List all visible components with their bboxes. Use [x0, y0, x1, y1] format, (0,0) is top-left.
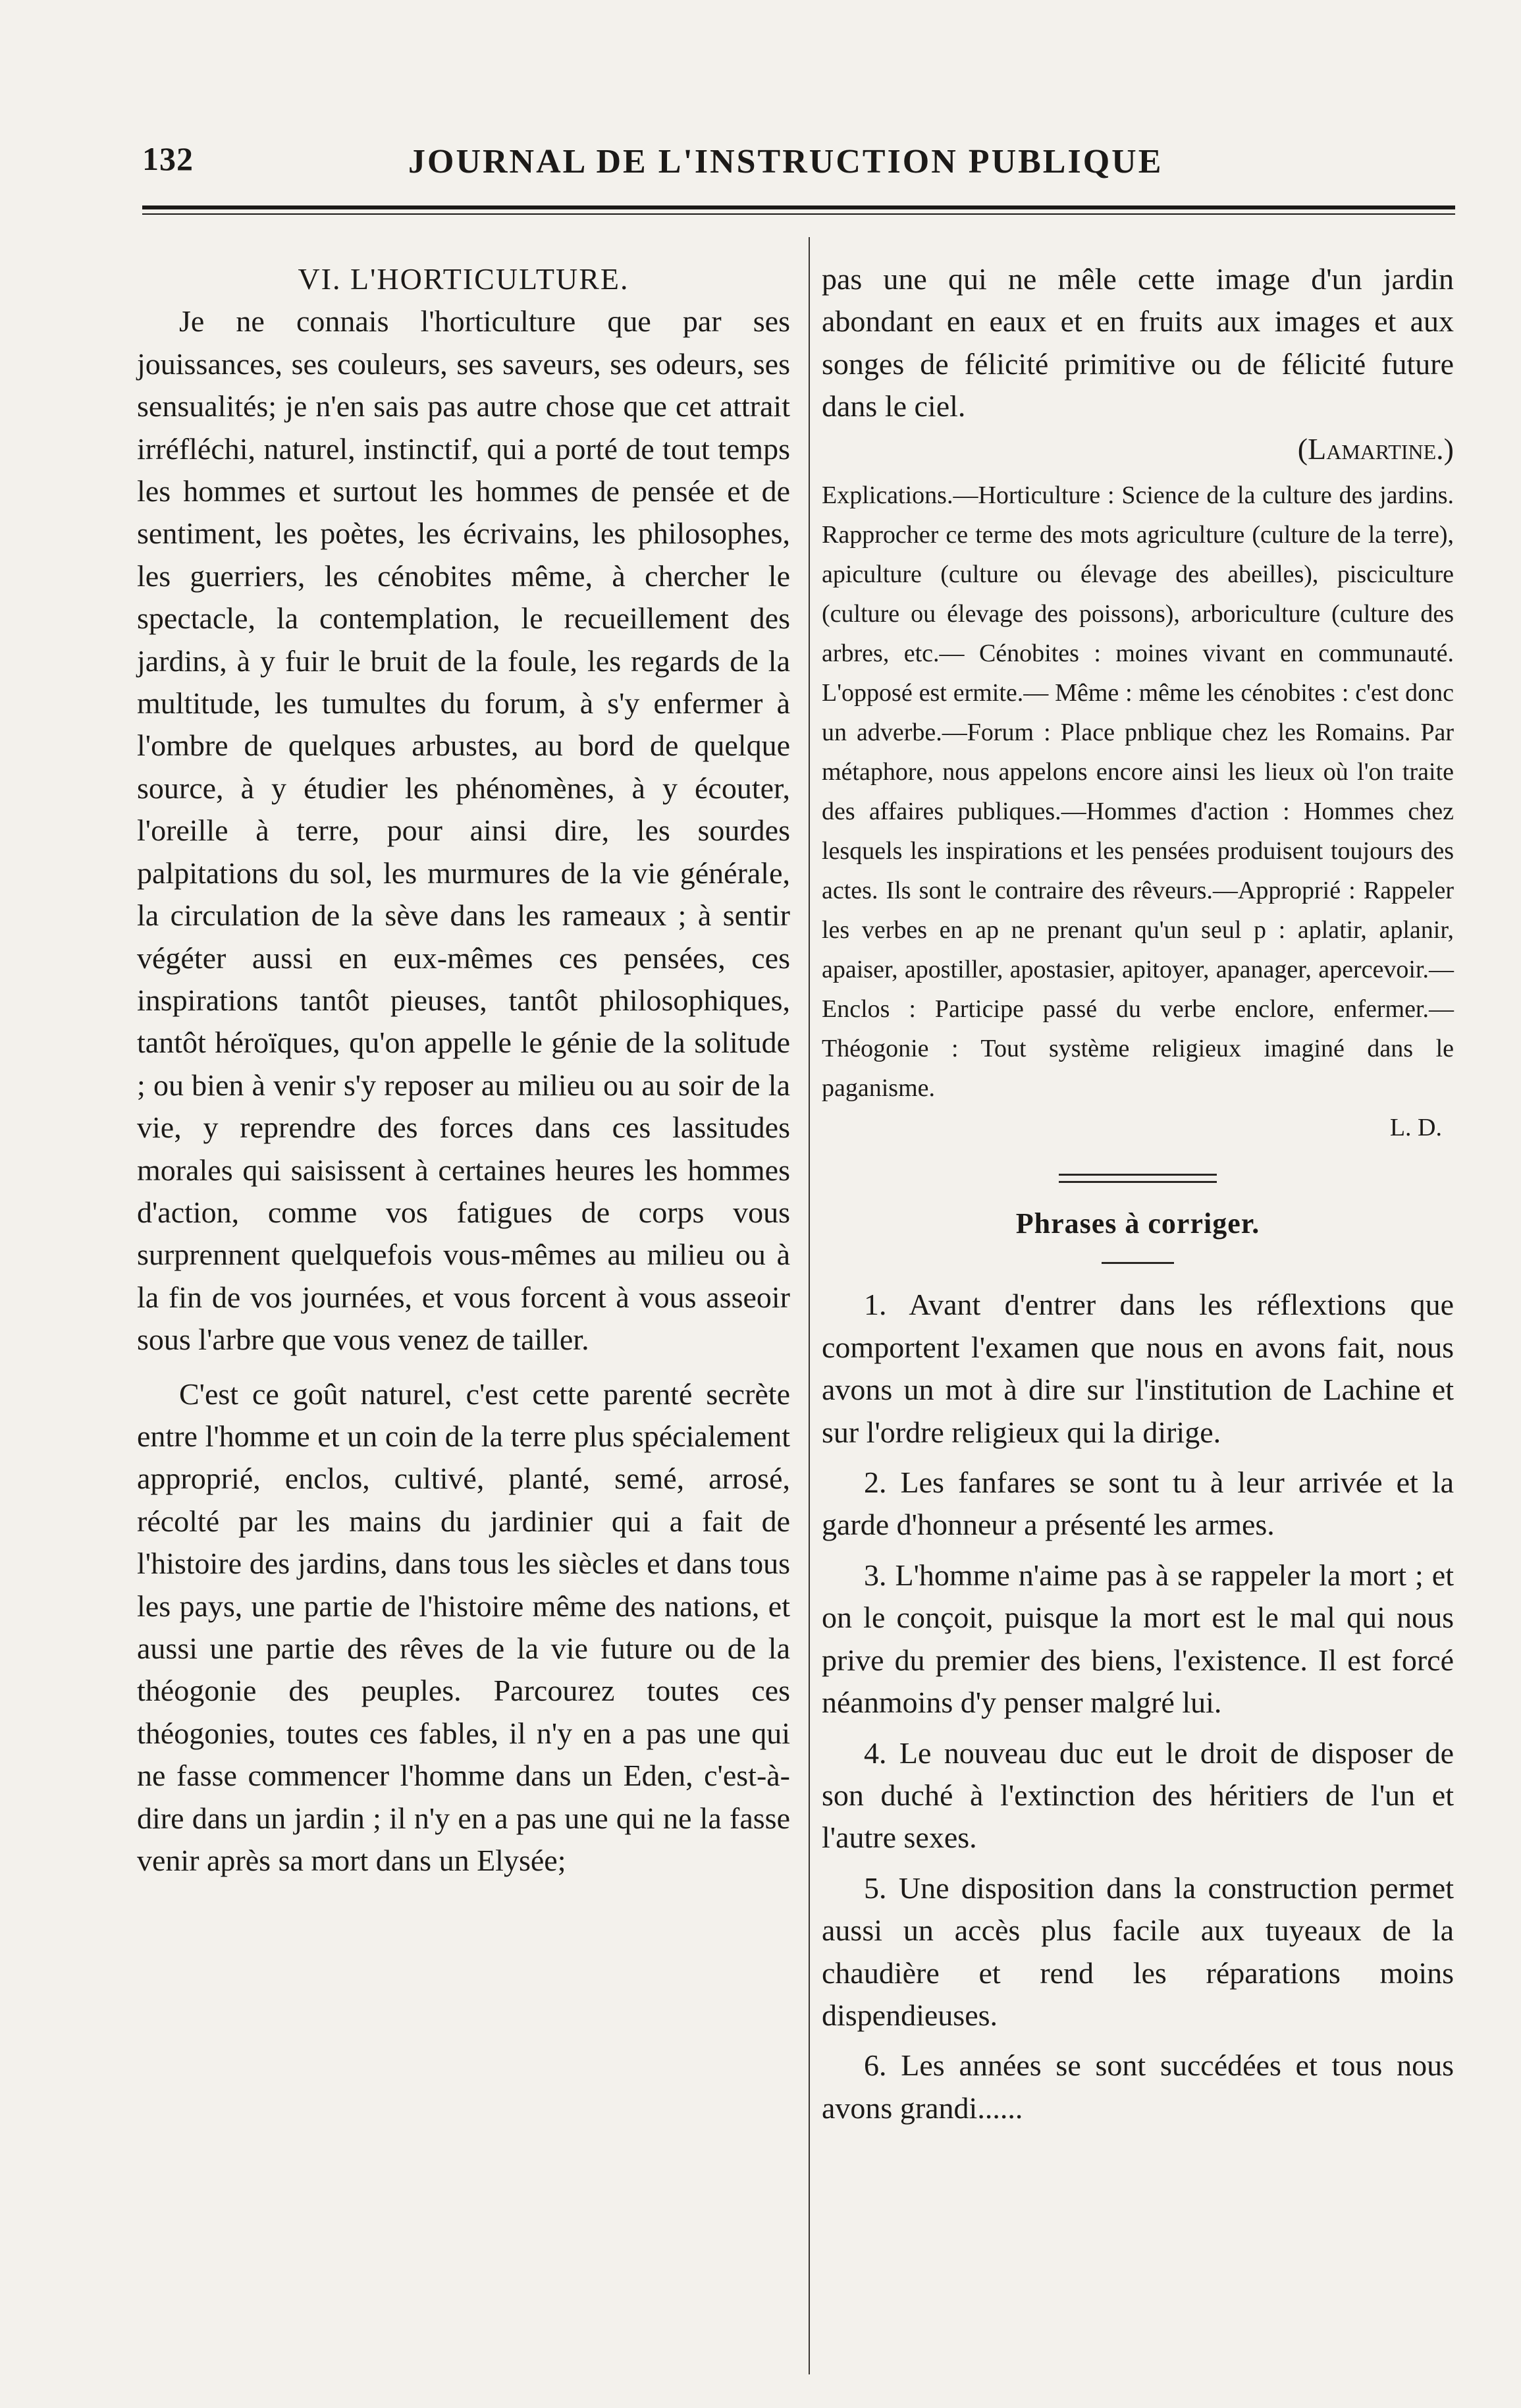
header-rule-thick [142, 205, 1455, 209]
exercise-heading: Phrases à corriger. [1015, 1207, 1260, 1240]
explications-note: Explications.—Horticulture : Science de la culture des jardins. Rapprocher ce terme des mots agriculture (culture de la terre), apiculture (culture ou élevage des abeilles), pisciculture (culture ou élevage des poissons), arboriculture (culture des arbres, etc.— Cénobites : moines vivant en communauté. L'opposé est ermite.— Même : même les cénobites : c'est donc un adverbe.—Forum : Place pnblique chez les Romains. Par métaphore, nous appelons encore ainsi les lieux où l'on traite des affaires publiques.—Hommes d'action : Hommes chez lesquels les inspirations et les pensées produisent toujours des actes. Ils sont le contraire des rêveurs.—Approprié : Rappeler les verbes en ap ne prenant qu'un seul p : aplatir, aplanir, apaiser, apostiller, apostasier, apitoyer, apanager, apercevoir.—Enclos : Participe passé du verbe enclore, enfermer.—Théogonie : Tout système religieux imaginé dans le paganisme. [822, 481, 1454, 1103]
right-column [822, 258, 1454, 2137]
header-rule-thin [142, 213, 1455, 215]
exercise-item: 5. Une disposition dans la construction permet aussi un accès plus facile aux tuyeaux de la chaudière et rend les réparations moins dispendieuses. [822, 1871, 1454, 2032]
section-heading: VI. L'HORTICULTURE. [298, 262, 629, 296]
page-number: 132 [142, 140, 194, 177]
exercise-item: 4. Le nouveau duc eut le droit de disposer de son duché à l'extinction des héritiers de l'un et l'autre sexes. [822, 1736, 1454, 1855]
running-title: JOURNAL DE L'INSTRUCTION PUBLIQUE [408, 143, 1163, 180]
column-divider [809, 237, 810, 2374]
paragraph-1: Je ne connais l'horticulture que par ses jouissances, ses couleurs, ses saveurs, ses odeurs, ses sensualités; je n'en sais pas autre chose que cet attrait irréfléchi, naturel, instinctif, qui a porté de tout temps les hommes et surtout les hommes de pensée et de sentiment, les poètes, les écrivains, les philosophes, les guerriers, les cénobites même, à chercher le spectacle, la contemplation, le recueillement des jardins, à y fuir le bruit de la foule, les regards de la multitude, les tumultes du forum, à s'y enfermer à l'ombre de quelques arbustes, au bord de quelque source, à y étudier les phénomènes, à y écouter, l'oreille à terre, pour ainsi dire, les sourdes palpitations du sol, les murmures de la vie générale, la circulation de la sève dans les rameaux ; à sentir végéter aussi en eux-mêmes ces pensées, ces inspirations tantôt pieuses, tantôt philosophiques, tantôt héroïques, qu'on appelle le génie de la solitude ; ou bien à venir s'y reposer au milieu ou au soir de la vie, y reprendre des forces dans ces lassitudes morales qui saisissent à certaines heures les hommes d'action, comme vos fatigues de corps vous surprennent quelquefois vous-mêmes au milieu ou à la fin de vos journées, et vous forcent à vous asseoir sous l'arbre que vous venez de tailler. [137, 304, 790, 1357]
left-column [137, 258, 790, 1882]
exercise-item: 6. Les années se sont succédées et tous nous avons grandi...... [822, 2048, 1454, 2125]
exercise-item: 1. Avant d'entrer dans les réflextions que comportent l'examen que nous en avons fait, nous avons un mot à dire sur l'institution de Lachine et sur l'ordre religieux qui la dirige. [822, 1288, 1454, 1449]
section-separator [1059, 1174, 1217, 1183]
explications-signature: L. D. [1389, 1114, 1442, 1142]
paragraph-2: C'est ce goût naturel, c'est cette parenté secrète entre l'homme et un coin de la terre plus spécialement approprié, enclos, cultivé, planté, semé, arrosé, récolté par les mains du jardinier qui a fait de l'histoire des jardins, dans tous les siècles et dans tous les pays, une partie de l'histoire même des nations, et aussi une partie des rêves de la vie future ou de la théogonie des peuples. Parcourez toutes ces théogonies, toutes ces fables, il n'y en a pas une qui ne fasse commencer l'homme dans un Eden, c'est-à-dire dans un jardin ; il n'y en a pas une qui ne la fasse venir après sa mort dans un Elysée; [137, 1377, 790, 1878]
heading-underline [1102, 1262, 1174, 1264]
exercise-item: 2. Les fanfares se sont tu à leur arrivée et la garde d'honneur a présenté les armes. [822, 1465, 1454, 1542]
author-attribution: (Lamartine.) [1297, 431, 1454, 466]
exercise-item: 3. L'homme n'aime pas à se rappeler la mort ; et on le conçoit, puisque la mort est le mal qui nous prive du premier des biens, l'existence. Il est forcé néanmoins d'y penser malgré lui. [822, 1558, 1454, 1720]
paragraph-continuation: pas une qui ne mêle cette image d'un jardin abondant en eaux et en fruits aux images et aux songes de félicité primitive ou de félicité future dans le ciel. [822, 262, 1454, 424]
